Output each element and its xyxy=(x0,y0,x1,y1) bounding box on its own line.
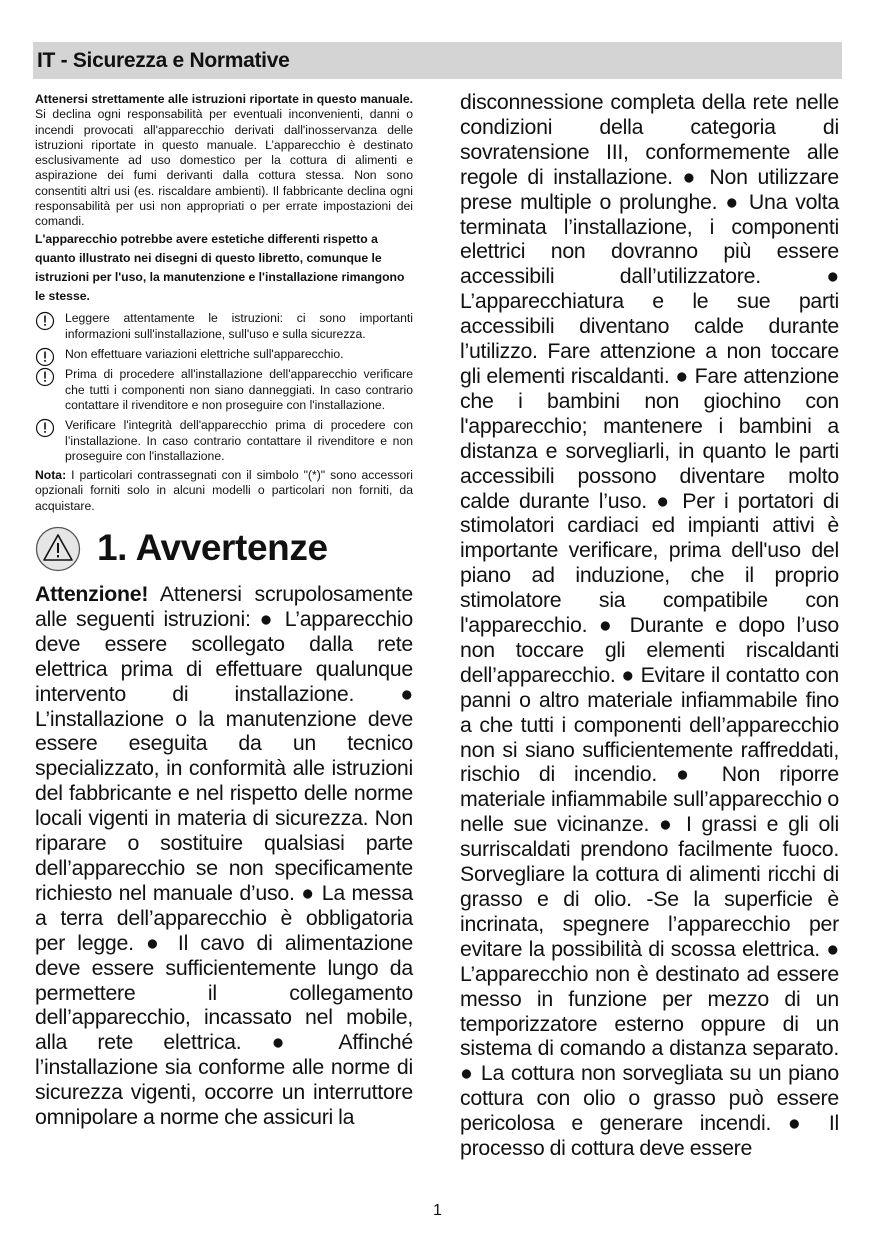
intro-lead-bold: Attenersi strettamente alle istruzioni riportate in questo manuale. xyxy=(35,92,413,106)
warning-item xyxy=(35,347,413,362)
intro-paragraph xyxy=(35,92,413,230)
note-label: Nota: xyxy=(35,468,67,483)
warning-text: Prima di procedere all'installazione dell'apparecchio verificare che tutti i componenti non siano danneggiati. In caso contrario contattare il rivenditore e non proseguire con l'installazione. xyxy=(65,367,413,412)
section-header-bar xyxy=(33,42,842,79)
note-paragraph xyxy=(35,468,413,514)
attention-label: Attenzione! xyxy=(35,582,149,607)
exclamation-circle-icon xyxy=(35,311,55,331)
note-text: I particolari contrassegnati con il simbolo "(*)" sono accessori opzionali forniti solo in alcuni modelli o particolari non forniti, da acquistare. xyxy=(35,468,413,513)
page-number: 1 xyxy=(433,1202,442,1219)
page-title: IT - Sicurezza e Normative xyxy=(37,49,290,72)
warning-text: Verificare l'integrità dell'apparecchio prima di procedere con l’installazione. In caso contrario contattare il rivenditore e non proseguire con l'installazione. xyxy=(65,418,413,463)
warning-item xyxy=(35,418,413,464)
exclamation-circle-icon xyxy=(35,367,55,387)
section-heading xyxy=(35,524,413,582)
exclamation-circle-icon xyxy=(35,347,55,367)
appearance-notice: L'apparecchio potrebbe avere estetiche differenti rispetto a quanto illustrato nei disegni di questo libretto, comunque le istruzioni per l'uso, la manutenzione e l'installazione rimangono le stesse. xyxy=(35,231,405,304)
warnings-text-left: Attenersi scrupolosamente alle seguenti istruzioni: ● L’apparecchio deve essere scollegato dalla rete elettrica prima di effettuare qualunque intervento di installazione. ● L’installazione o la manutenzione deve essere eseguita da un tecnico specializzato, in conformità alle istruzioni del fabbricante e nel rispetto delle norme locali vigenti in materia di sicurezza. Non riparare o sostituire qualsiasi parte dell’apparecchio se non specificamente richiesto nel manuale d’uso. ● La messa a terra dell’apparecchio è obbligatoria per legge. ● Il cavo di alimentazione deve essere sufficientemente lungo da permettere il collegamento dell’apparecchio, incassato nel mobile, alla rete elettrica. ● Affinché l’installazione sia conforme alle norme di sicurezza vigenti, occorre un interruttore omnipolare a norme che assicuri la xyxy=(35,582,413,1130)
section-title: 1. Avvertenze xyxy=(97,527,328,569)
warning-item xyxy=(35,311,413,342)
warning-text: Non effettuare variazioni elettriche sull'apparecchio. xyxy=(65,347,344,362)
exclamation-circle-icon xyxy=(35,418,55,438)
warnings-body-right: disconnessione completa della rete nelle condizioni della categoria di sovratensione III, conformemente alle regole di installazione. ● Non utilizzare prese multiple o prolunghe. ● Una volta terminata l’installazione, i componenti elettrici non dovranno più essere accessibili dall’utilizzatore. ● L’apparecchiatura e le sue parti accessibili diventano calde durante l’utilizzo. Fare attenzione a non toccare gli elementi riscaldanti. ● Fare attenzione che i bambini non giochino con l'apparecchio; mantenere i bambini a distanza e sorvegliarli, in quanto le parti accessibili possono diventare molto calde durante l’uso. ● Per i portatori di stimolatori cardiaci ed impianti attivi è importante verificare, prima dell'uso del piano ad induzione, che il proprio stimolatore sia compatibile con l'apparecchio. ● Durante e dopo l’uso non toccare gli elementi riscaldanti dell’apparecchio. ● Evitare il contatto con panni o altro materiale infiammabile fino a che tutti i componenti dell’apparecchio non si siano sufficientemente raffreddati, rischio di incendio. ● Non riporre materiale infiammabile sull’apparecchio o nelle sue vicinanze. ● I grassi e gli oli surriscaldati prendono facilmente fuoco. Sorvegliare la cottura di alimenti ricchi di grasso e di olio. -Se la superficie è incrinata, spegnere l’apparecchio per evitare la possibilità di scossa elettrica. ● L’apparecchio non è destinato ad essere messo in funzione per mezzo di un temporizzatore esterno oppure di un sistema di comando a distanza separato. ● La cottura non sorvegliata su un piano cottura con olio o grasso può essere pericolosa e generare incendi. ● Il processo di cottura deve essere xyxy=(460,90,839,1161)
warning-text: Leggere attentamente le istruzioni: ci sono importanti informazioni sull'installazione, sull'uso e sulla sicurezza. xyxy=(65,311,413,341)
intro-lead-text: Si declina ogni responsabilità per eventuali inconvenienti, danni o incendi provocati all'apparecchio derivati dall'inosservanza delle istruzioni riportate in questo manuale. L’apparecchio è destinato esclusivamente ad uso domestico per la cottura di alimenti e aspirazione dei fumi derivanti dalla cottura stessa. Non sono consentiti altri usi (es. riscaldare ambienti). Il fabbricante declina ogni responsabilità per usi non appropriati o per errate impostazioni dei comandi. xyxy=(35,107,413,229)
left-column xyxy=(35,92,413,1130)
warning-triangle-icon xyxy=(35,526,81,572)
warning-item xyxy=(35,367,413,413)
warnings-body-left xyxy=(35,582,413,1130)
right-column xyxy=(460,90,839,1161)
